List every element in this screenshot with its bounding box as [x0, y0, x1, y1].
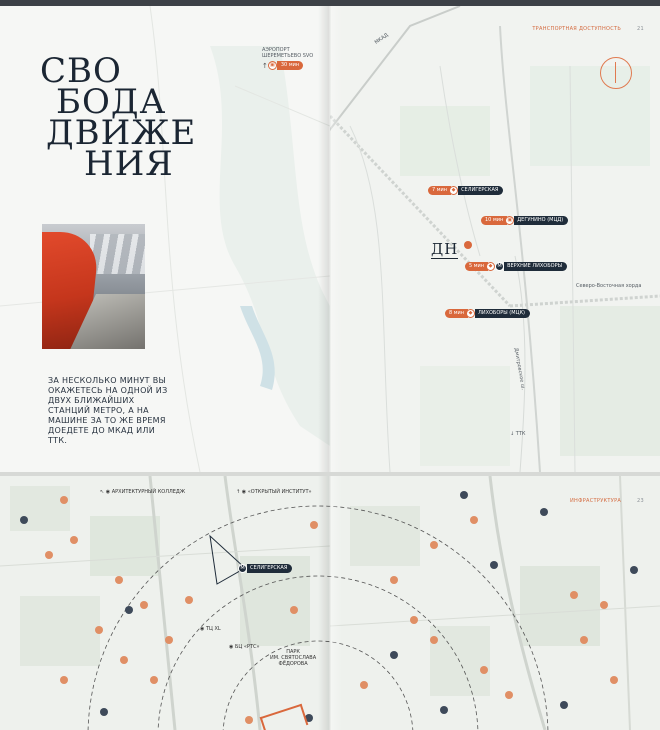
title-line: СВО	[40, 51, 122, 91]
poi-marker	[560, 701, 568, 709]
metro-train-photo	[42, 224, 145, 349]
property-location-dot	[464, 241, 472, 249]
map-label-mkad: МКАД	[373, 32, 390, 46]
left-page	[0, 6, 330, 472]
tc-label: ◉ ТЦ XL	[200, 626, 221, 632]
poi-marker	[600, 601, 608, 609]
poi-marker	[100, 708, 108, 716]
car-icon: ▣	[268, 61, 277, 70]
poi-marker	[125, 606, 133, 614]
station-pill	[465, 261, 567, 272]
poi-marker	[115, 576, 123, 584]
header-section: ИНФРАСТРУКТУРА	[570, 498, 622, 504]
airport-time: 30 мин	[277, 61, 303, 70]
poi-marker	[140, 601, 148, 609]
page-gutter	[318, 6, 342, 472]
poi-marker	[410, 616, 418, 624]
header-section: ТРАНСПОРТНАЯ ДОСТУПНОСТЬ	[532, 26, 622, 32]
infra-map-right	[330, 476, 660, 730]
poi-marker	[290, 606, 298, 614]
metro-icon: M	[238, 564, 247, 573]
tc-name: ТЦ XL	[205, 626, 221, 632]
park-line: ИМ. СВЯТОСЛАВА	[270, 655, 317, 661]
photo-ceiling-lights	[90, 234, 145, 274]
arrow-up-icon: ↑	[262, 61, 268, 70]
station-time: 8 мин	[445, 309, 468, 318]
page-gutter	[318, 476, 342, 730]
poi-marker	[580, 636, 588, 644]
poi-marker	[480, 666, 488, 674]
walk-icon: ◆	[486, 262, 495, 271]
bc-label: ◉ БЦ «РТС»	[229, 644, 260, 650]
page-header	[532, 26, 644, 32]
college-label: ↖ ◉ АРХИТЕКТУРНЫЙ КОЛЛЕДЖ	[100, 489, 186, 495]
poi-marker	[490, 561, 498, 569]
right-page	[330, 6, 660, 472]
map-label-dmitrovskoe: Дмитровское ш.	[512, 347, 527, 391]
poi-marker	[310, 521, 318, 529]
station-pill-bottom	[240, 563, 292, 574]
station-time: 5 мин	[465, 262, 488, 271]
infra-map-left	[0, 476, 330, 730]
poi-marker	[610, 676, 618, 684]
map-label-chord: Северо-Восточная хорда	[576, 283, 642, 289]
airport-label: ШЕРЕМЕТЬЕВО SVO	[262, 53, 314, 59]
park-label	[270, 649, 316, 667]
poi-marker	[505, 691, 513, 699]
poi-marker	[150, 676, 158, 684]
station-time: 7 мин	[428, 186, 451, 195]
page-number: 21	[637, 26, 644, 32]
bc-name: БЦ «РТС»	[234, 644, 260, 650]
poi-marker	[460, 491, 468, 499]
left-page-bottom	[0, 476, 330, 730]
poi-marker	[470, 516, 478, 524]
right-page-bottom	[330, 476, 660, 730]
body-paragraph: ЗА НЕСКОЛЬКО МИНУТ ВЫ ОКАЖЕТЕСЬ НА ОДНОЙ ИЗ ДВУХ БЛИЖАЙШИХ СТАНЦИЙ МЕТРО, А НА МАШИНЕ ЗА ТО ЖЕ ВРЕМЯ ДОЕДЕТЕ ДО МКАД ИЛИ ТТК.	[48, 376, 168, 445]
poi-marker	[245, 716, 253, 724]
station-name: СЕЛИГЕРСКАЯ	[458, 186, 503, 195]
poi-marker	[540, 508, 548, 516]
compass-needle	[615, 62, 616, 83]
airport-travel-pill	[262, 60, 303, 71]
station-pill	[445, 308, 530, 319]
institute-name: «ОТКРЫТЫЙ ИНСТИТУТ»	[247, 489, 312, 495]
ttk-label: ТТК	[515, 431, 526, 437]
poi-marker	[430, 636, 438, 644]
map-label-ttk: ↓ ТТК	[510, 431, 526, 437]
walk-icon: ◆	[466, 309, 475, 318]
station-pill	[428, 185, 503, 196]
station-name: ВЕРХНИЕ ЛИХОБОРЫ	[504, 262, 567, 271]
metro-icon: M	[495, 262, 504, 271]
college-name: АРХИТЕКТУРНЫЙ КОЛЛЕДЖ	[111, 489, 186, 495]
poi-marker	[45, 551, 53, 559]
compass-icon	[600, 57, 632, 89]
car-icon: ▣	[505, 216, 514, 225]
poi-marker	[95, 626, 103, 634]
poi-marker	[60, 496, 68, 504]
property-marker-label: ДН	[431, 240, 459, 258]
title-line: НИЯ	[84, 144, 174, 184]
top-spread	[0, 6, 660, 472]
poi-marker	[165, 636, 173, 644]
poi-marker	[440, 706, 448, 714]
institute-label: ↑ ◉ «ОТКРЫТЫЙ ИНСТИТУТ»	[236, 489, 312, 495]
station-name: СЕЛИГЕРСКАЯ	[247, 564, 292, 573]
poi-marker	[570, 591, 578, 599]
station-name: ДЕГУНИНО (МЦД)	[514, 216, 568, 225]
poi-marker	[360, 681, 368, 689]
poi-marker	[20, 516, 28, 524]
station-name: ЛИХОБОРЫ (МЦК)	[475, 309, 530, 318]
poi-marker	[390, 576, 398, 584]
poi-marker	[390, 651, 398, 659]
page-header-bottom	[570, 498, 644, 504]
airport-label: АЭРОПОРТ	[262, 47, 290, 53]
poi-marker	[60, 676, 68, 684]
park-line: ПАРК	[286, 649, 300, 655]
poi-marker	[630, 566, 638, 574]
title-line: БОДА	[56, 82, 167, 122]
poi-marker	[120, 656, 128, 664]
station-pill	[481, 215, 568, 226]
poi-marker	[185, 596, 193, 604]
poi-marker	[70, 536, 78, 544]
walk-icon: ◆	[449, 186, 458, 195]
page-number: 23	[637, 498, 644, 504]
park-line: ФЁДОРОВА	[278, 661, 308, 667]
page-title	[40, 51, 200, 184]
title-line: ДВИЖЕ	[46, 113, 197, 153]
station-time: 10 мин	[481, 216, 507, 225]
poi-marker	[430, 541, 438, 549]
bottom-spread	[0, 476, 660, 730]
